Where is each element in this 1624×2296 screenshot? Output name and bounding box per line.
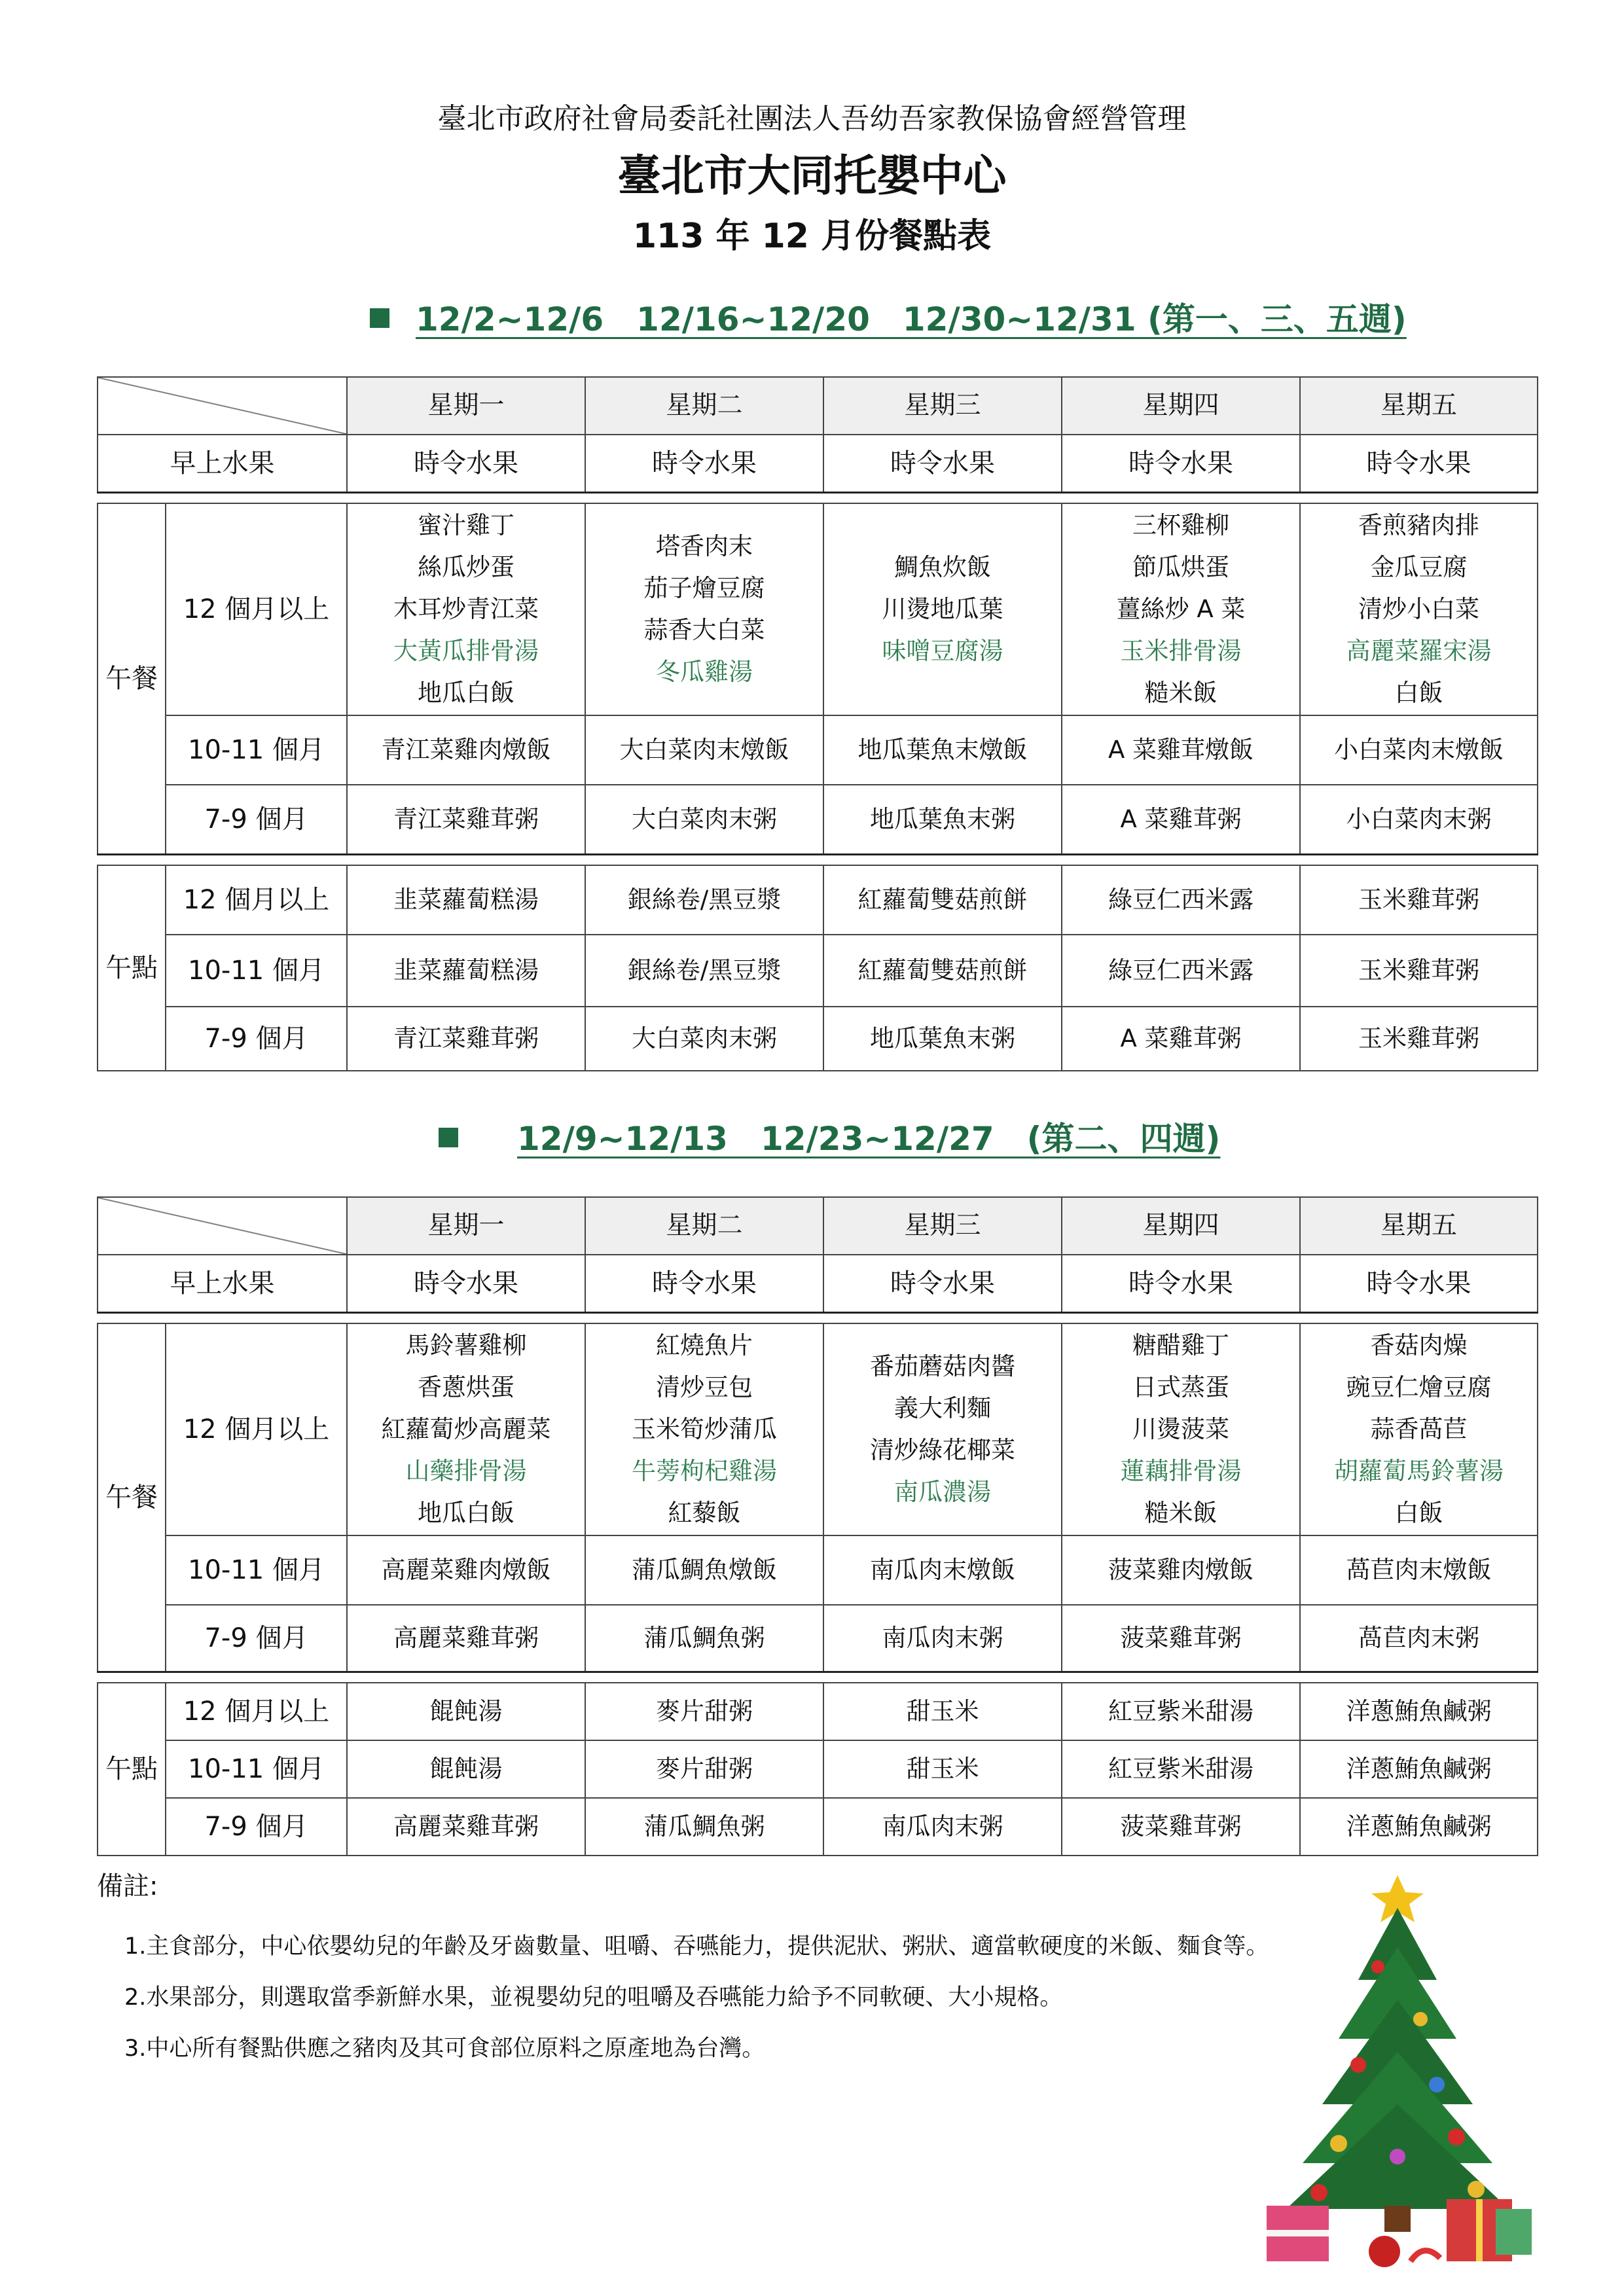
fruit-cell: 時令水果 — [823, 435, 1062, 493]
lunch-menu-cell: 三杯雞柳 節瓜烘蛋 薑絲炒 A 菜 玉米排骨湯 糙米飯 — [1062, 503, 1300, 715]
corner-cell — [98, 1197, 347, 1255]
lunch-menu-cell: 鯛魚炊飯 川燙地瓜葉 味噌豆腐湯 — [823, 503, 1062, 715]
age-label: 10-11 個月 — [166, 1535, 347, 1605]
week1-menu-table — [97, 376, 1538, 1071]
lunch-label: 午餐 — [98, 1323, 166, 1672]
age-label: 7-9 個月 — [166, 1605, 347, 1672]
day-header: 星期四 — [1062, 1197, 1300, 1255]
day-header: 星期五 — [1300, 1197, 1538, 1255]
lunch-menu-cell: 蜜汁雞丁 絲瓜炒蛋 木耳炒青江菜 大黃瓜排骨湯 地瓜白飯 — [347, 503, 585, 715]
snack-cell: 韭菜蘿蔔糕湯 — [347, 865, 585, 935]
week2-title: 12/9~12/13 12/23~12/27 (第二、四週) — [517, 1120, 1221, 1158]
lunch-menu-cell: 蒲瓜鯛魚燉飯 — [585, 1535, 823, 1605]
snack-cell: 綠豆仁西米露 — [1062, 865, 1300, 935]
week1-title: 12/2~12/6 12/16~12/20 12/30~12/31 (第一、三、五週) — [416, 300, 1407, 338]
snack-cell: 紅蘿蔔雙菇煎餅 — [823, 935, 1062, 1007]
day-header: 星期一 — [347, 377, 585, 435]
lunch-menu-cell: A 菜雞茸燉飯 — [1062, 715, 1300, 785]
snack-cell: 餛飩湯 — [347, 1740, 585, 1798]
lunch-menu-cell: 南瓜肉末燉飯 — [823, 1535, 1062, 1605]
snack-cell: 洋蔥鮪魚鹹粥 — [1300, 1740, 1538, 1798]
lunch-menu-cell: 萵苣肉末粥 — [1300, 1605, 1538, 1672]
fruit-cell: 時令水果 — [1300, 1255, 1538, 1313]
day-header: 星期一 — [347, 1197, 585, 1255]
snack-cell: 南瓜肉末粥 — [823, 1798, 1062, 1856]
snack-cell: A 菜雞茸粥 — [1062, 1007, 1300, 1071]
lunch-menu-cell: 塔香肉末 茄子燴豆腐 蒜香大白菜 冬瓜雞湯 — [585, 503, 823, 715]
christmas-tree-icon — [1260, 1869, 1535, 2274]
square-bullet-icon — [370, 308, 389, 328]
organization-line: 臺北市政府社會局委託社團法人吾幼吾家教保協會經營管理 — [437, 102, 1187, 135]
note-item: 3.中心所有餐點供應之豬肉及其可食部位原料之原產地為台灣。 — [124, 2036, 765, 2062]
lunch-menu-cell: 蒲瓜鯛魚粥 — [585, 1605, 823, 1672]
lunch-menu-cell: 菠菜雞肉燉飯 — [1062, 1535, 1300, 1605]
lunch-menu-cell: 萵苣肉末燉飯 — [1300, 1535, 1538, 1605]
fruit-label: 早上水果 — [98, 1255, 347, 1313]
menu-month-title: 113 年 12 月份餐點表 — [632, 217, 992, 256]
lunch-menu-cell: 青江菜雞茸粥 — [347, 785, 585, 855]
age-label: 7-9 個月 — [166, 1798, 347, 1856]
lunch-menu-cell: 香菇肉燥 豌豆仁燴豆腐 蒜香萵苣 胡蘿蔔馬鈴薯湯 白飯 — [1300, 1323, 1538, 1535]
lunch-menu-cell: 香煎豬肉排 金瓜豆腐 清炒小白菜 高麗菜羅宋湯 白飯 — [1300, 503, 1538, 715]
age-label: 12 個月以上 — [166, 503, 347, 715]
square-bullet-icon — [439, 1128, 458, 1147]
snack-cell: 地瓜葉魚末粥 — [823, 1007, 1062, 1071]
snack-label: 午點 — [98, 865, 166, 1071]
lunch-menu-cell: 地瓜葉魚末粥 — [823, 785, 1062, 855]
fruit-cell: 時令水果 — [347, 1255, 585, 1313]
week2-menu-table — [97, 1196, 1538, 1856]
lunch-menu-cell: 紅燒魚片 清炒豆包 玉米筍炒蒲瓜 牛蒡枸杞雞湯 紅藜飯 — [585, 1323, 823, 1535]
lunch-menu-cell: 糖醋雞丁 日式蒸蛋 川燙菠菜 蓮藕排骨湯 糙米飯 — [1062, 1323, 1300, 1535]
snack-label: 午點 — [98, 1683, 166, 1856]
day-header: 星期三 — [823, 377, 1062, 435]
snack-cell: 甜玉米 — [823, 1740, 1062, 1798]
snack-cell: 洋蔥鮪魚鹹粥 — [1300, 1798, 1538, 1856]
snack-cell: 玉米雞茸粥 — [1300, 865, 1538, 935]
snack-cell: 洋蔥鮪魚鹹粥 — [1300, 1683, 1538, 1740]
lunch-menu-cell: 青江菜雞肉燉飯 — [347, 715, 585, 785]
age-label: 12 個月以上 — [166, 865, 347, 935]
snack-cell: 菠菜雞茸粥 — [1062, 1798, 1300, 1856]
snack-cell: 青江菜雞茸粥 — [347, 1007, 585, 1071]
day-header: 星期四 — [1062, 377, 1300, 435]
lunch-menu-cell: 高麗菜雞肉燉飯 — [347, 1535, 585, 1605]
lunch-menu-cell: 小白菜肉末粥 — [1300, 785, 1538, 855]
center-title: 臺北市大同托嬰中心 — [617, 151, 1007, 201]
snack-cell: 紅豆紫米甜湯 — [1062, 1683, 1300, 1740]
fruit-cell: 時令水果 — [823, 1255, 1062, 1313]
lunch-menu-cell: 小白菜肉末燉飯 — [1300, 715, 1538, 785]
snack-cell: 銀絲卷/黑豆漿 — [585, 935, 823, 1007]
note-item: 1.主食部分，中心依嬰幼兒的年齡及牙齒數量、咀嚼、吞嚥能力，提供泥狀、粥狀、適當軟硬度的米飯、麵食等。 — [124, 1933, 1269, 1960]
fruit-cell: 時令水果 — [1062, 435, 1300, 493]
fruit-cell: 時令水果 — [585, 435, 823, 493]
age-label: 12 個月以上 — [166, 1683, 347, 1740]
day-header: 星期二 — [585, 377, 823, 435]
snack-cell: 玉米雞茸粥 — [1300, 935, 1538, 1007]
age-label: 10-11 個月 — [166, 1740, 347, 1798]
age-label: 10-11 個月 — [166, 935, 347, 1007]
age-label: 10-11 個月 — [166, 715, 347, 785]
lunch-menu-cell: 大白菜肉末粥 — [585, 785, 823, 855]
lunch-menu-cell: 馬鈴薯雞柳 香蔥烘蛋 紅蘿蔔炒高麗菜 山藥排骨湯 地瓜白飯 — [347, 1323, 585, 1535]
lunch-menu-cell: 番茄蘑菇肉醬 義大利麵 清炒綠花椰菜 南瓜濃湯 — [823, 1323, 1062, 1535]
age-label: 7-9 個月 — [166, 785, 347, 855]
snack-cell: 高麗菜雞茸粥 — [347, 1798, 585, 1856]
fruit-cell: 時令水果 — [347, 435, 585, 493]
day-header: 星期五 — [1300, 377, 1538, 435]
lunch-menu-cell: 南瓜肉末粥 — [823, 1605, 1062, 1672]
day-header: 星期三 — [823, 1197, 1062, 1255]
notes-section — [97, 1865, 1269, 2074]
fruit-cell: 時令水果 — [585, 1255, 823, 1313]
snack-cell: 大白菜肉末粥 — [585, 1007, 823, 1071]
lunch-menu-cell: A 菜雞茸粥 — [1062, 785, 1300, 855]
week1-heading — [370, 293, 1407, 340]
notes-title: 備註: — [97, 1871, 158, 1901]
lunch-menu-cell: 菠菜雞茸粥 — [1062, 1605, 1300, 1672]
age-label: 12 個月以上 — [166, 1323, 347, 1535]
fruit-cell: 時令水果 — [1300, 435, 1538, 493]
snack-cell: 綠豆仁西米露 — [1062, 935, 1300, 1007]
snack-cell: 紅豆紫米甜湯 — [1062, 1740, 1300, 1798]
snack-cell: 紅蘿蔔雙菇煎餅 — [823, 865, 1062, 935]
snack-cell: 蒲瓜鯛魚粥 — [585, 1798, 823, 1856]
snack-cell: 銀絲卷/黑豆漿 — [585, 865, 823, 935]
lunch-menu-cell: 大白菜肉末燉飯 — [585, 715, 823, 785]
age-label: 7-9 個月 — [166, 1007, 347, 1071]
corner-cell — [98, 377, 347, 435]
lunch-label: 午餐 — [98, 503, 166, 855]
snack-cell: 麥片甜粥 — [585, 1740, 823, 1798]
snack-cell: 麥片甜粥 — [585, 1683, 823, 1740]
snack-cell: 餛飩湯 — [347, 1683, 585, 1740]
lunch-menu-cell: 地瓜葉魚末燉飯 — [823, 715, 1062, 785]
week2-heading — [439, 1113, 1220, 1160]
snack-cell: 玉米雞茸粥 — [1300, 1007, 1538, 1071]
day-header: 星期二 — [585, 1197, 823, 1255]
snack-cell: 甜玉米 — [823, 1683, 1062, 1740]
fruit-cell: 時令水果 — [1062, 1255, 1300, 1313]
note-item: 2.水果部分，則選取當季新鮮水果，並視嬰幼兒的咀嚼及吞嚥能力給予不同軟硬、大小規格。 — [124, 1984, 1063, 2011]
fruit-label: 早上水果 — [98, 435, 347, 493]
snack-cell: 韭菜蘿蔔糕湯 — [347, 935, 585, 1007]
lunch-menu-cell: 高麗菜雞茸粥 — [347, 1605, 585, 1672]
